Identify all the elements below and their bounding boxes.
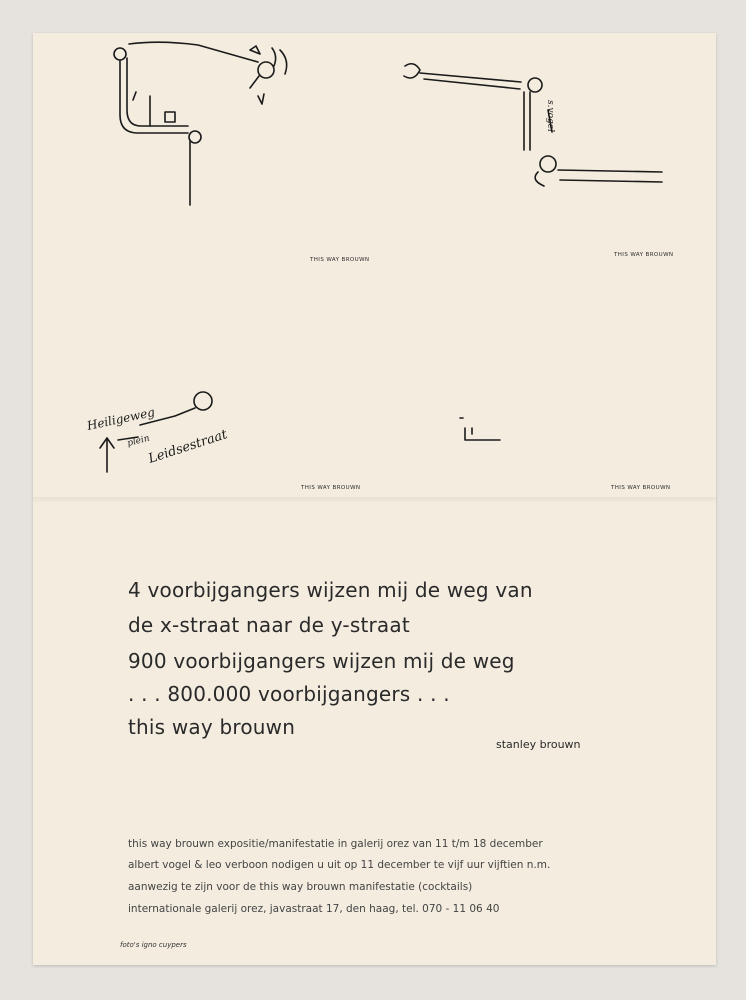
sketch-top-left xyxy=(114,42,287,205)
statement-line-5: this way brouwn xyxy=(128,715,296,739)
handwriting-street-3: Leidsestraat xyxy=(146,427,230,467)
sketch-bottom-right xyxy=(460,418,500,440)
statement-line-4: . . . 800.000 voorbijgangers . . . xyxy=(128,682,450,706)
handwriting-street-2: plein xyxy=(126,433,151,449)
handwriting-street-1: Heiligeweg xyxy=(85,404,157,433)
sketch-top-right xyxy=(404,64,662,186)
photo-credit: foto's igno cuypers xyxy=(120,941,187,949)
statement-line-2: de x-straat naar de y-straat xyxy=(128,613,410,637)
artist-signature: stanley brouwn xyxy=(496,738,581,751)
panel-label: THIS WAY BROUWN xyxy=(611,485,671,491)
panel-label: THIS WAY BROUWN xyxy=(301,485,361,491)
panel-label: THIS WAY BROUWN xyxy=(614,252,674,258)
info-line-1: this way brouwn expositie/manifestatie in galerij orez van 11 t/m 18 december xyxy=(128,838,543,850)
statement-line-3: 900 voorbijgangers wijzen mij de weg xyxy=(128,649,515,673)
info-line-2: albert vogel & leo verboon nodigen u uit op 11 december te vijf uur vijftien n.m. xyxy=(128,859,551,871)
info-line-3: aanwezig te zijn voor de this way brouwn manifestatie (cocktails) xyxy=(128,881,473,893)
panel-label: THIS WAY BROUWN xyxy=(310,257,370,263)
statement-line-1: 4 voorbijgangers wijzen mij de weg van xyxy=(128,578,533,602)
handwriting-note: s.vogel xyxy=(545,100,555,132)
info-line-4: internationale galerij orez, javastraat 17, den haag, tel. 070 - 11 06 40 xyxy=(128,903,500,915)
